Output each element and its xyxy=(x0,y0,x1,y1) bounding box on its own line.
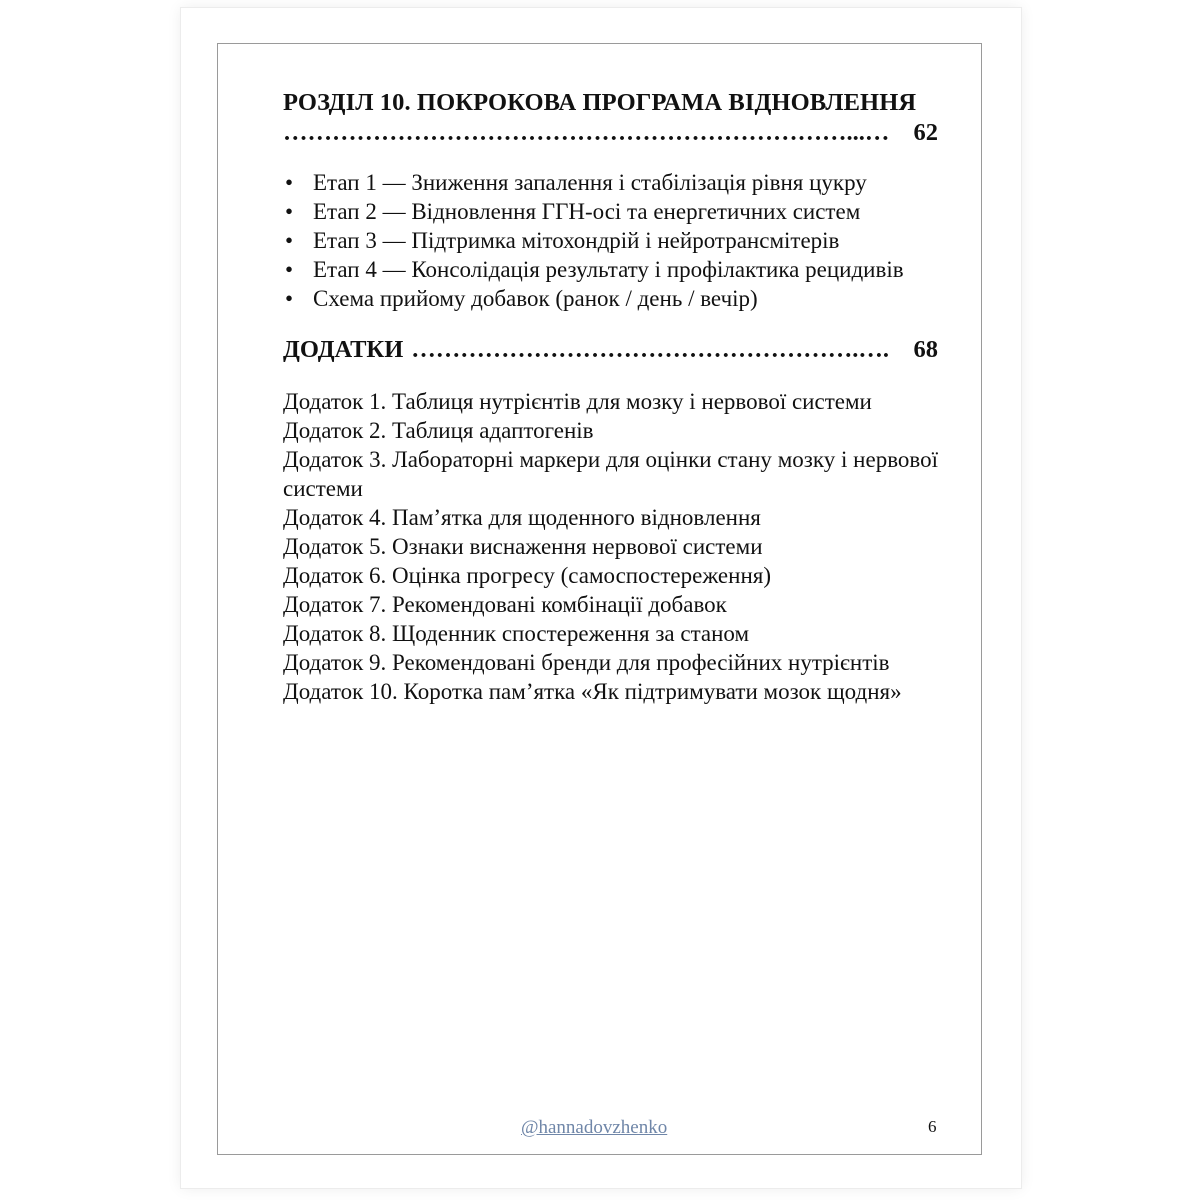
list-item-text: Етап 3 — Підтримка мітохондрій і нейротрансмітерів xyxy=(313,228,840,253)
appendix-item: Додаток 6. Оцінка прогресу (самоспостереження) xyxy=(283,563,771,588)
appendix-item: Додаток 5. Ознаки виснаження нервової системи xyxy=(283,534,763,559)
section-10-items xyxy=(283,168,938,313)
list-item-text: Етап 4 — Консолідація результату і профілактика рецидивів xyxy=(313,257,904,282)
bullet-icon: • xyxy=(285,286,294,311)
appendix-item: Додаток 1. Таблиця нутрієнтів для мозку і нервової системи xyxy=(283,389,872,414)
section-10-heading xyxy=(283,88,938,118)
list-item-text: Етап 2 — Відновлення ГГН-осі та енергетичних систем xyxy=(313,199,861,224)
bullet-icon: • xyxy=(285,257,294,282)
list-item-text: Схема прийому добавок (ранок / день / вечір) xyxy=(313,286,758,311)
appendix-item: Додаток 7. Рекомендовані комбінації добавок xyxy=(283,592,727,617)
list-item xyxy=(283,226,938,255)
list-item xyxy=(283,168,938,197)
bullet-icon: • xyxy=(285,228,294,253)
bullet-icon: • xyxy=(285,170,294,195)
appendices-list xyxy=(283,387,938,706)
appendix-item: Додаток 4. Пам’ятка для щоденного відновлення xyxy=(283,505,761,530)
list-item xyxy=(283,284,938,313)
appendices-leader-dots: ……………………………………………….…. xyxy=(411,336,890,363)
appendices-title: ДОДАТКИ xyxy=(283,336,404,363)
section-10-page-number: 62 xyxy=(913,119,938,146)
list-item xyxy=(283,197,938,226)
appendix-item: Додаток 8. Щоденник спостереження за станом xyxy=(283,621,750,646)
section-10-leader-dots: ……………………………………………………………...… xyxy=(283,119,890,146)
section-10-leader-line xyxy=(283,118,938,148)
appendix-item: Додаток 10. Коротка пам’ятка «Як підтримувати мозок щодня» xyxy=(283,679,902,704)
list-item-text: Етап 1 — Зниження запалення і стабілізація рівня цукру xyxy=(313,170,867,195)
author-handle-link[interactable]: @hannadovzhenko xyxy=(521,1117,668,1138)
page-number: 6 xyxy=(928,1117,937,1136)
appendices-page-number: 68 xyxy=(913,336,938,363)
appendix-item: Додаток 9. Рекомендовані бренди для професійних нутрієнтів xyxy=(283,650,890,675)
appendix-item: Додаток 3. Лабораторні маркери для оцінки стану мозку і нервової системи xyxy=(283,447,938,501)
bullet-icon: • xyxy=(285,199,294,224)
appendices-heading xyxy=(283,335,938,365)
table-of-contents xyxy=(283,88,938,706)
appendix-item: Додаток 2. Таблиця адаптогенів xyxy=(283,418,594,443)
list-item xyxy=(283,255,938,284)
section-10-title: РОЗДІЛ 10. ПОКРОКОВА ПРОГРАМА ВІДНОВЛЕННЯ xyxy=(283,89,917,116)
